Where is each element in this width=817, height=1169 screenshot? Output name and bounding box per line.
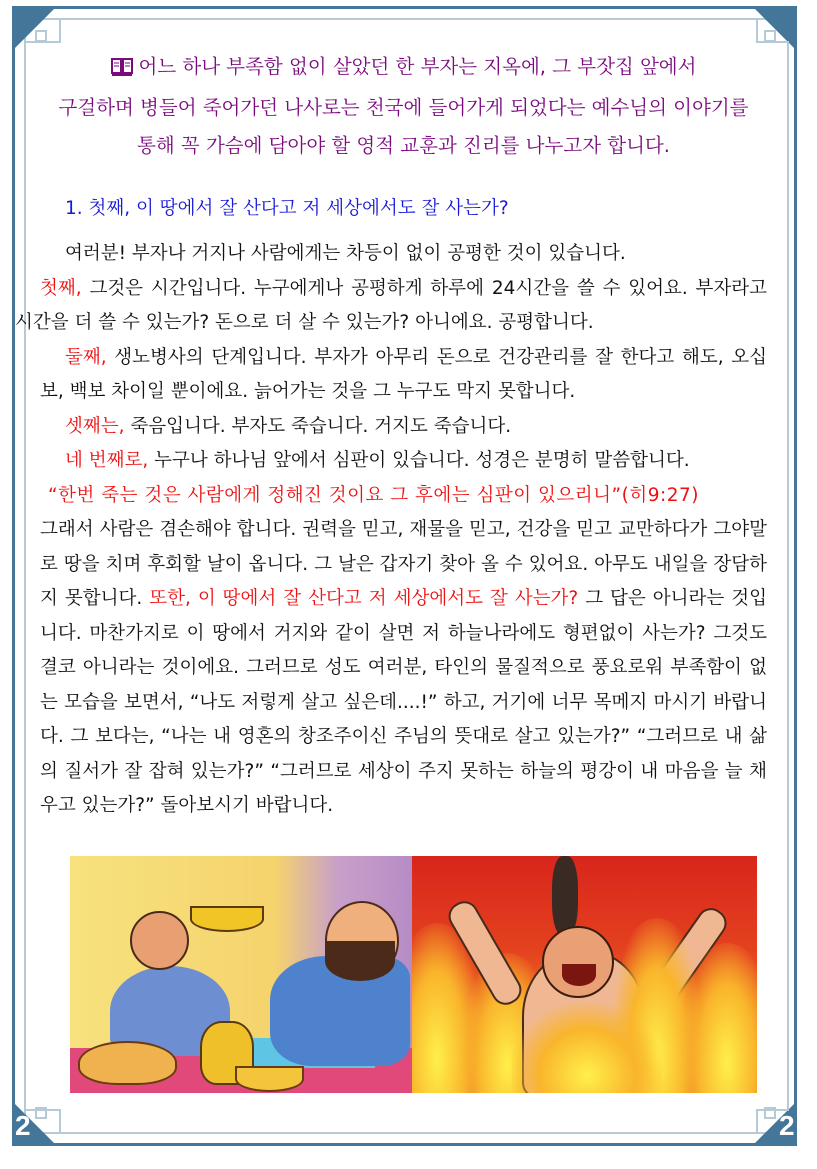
paragraph-conclusion: 그래서 사람은 겸손해야 합니다. 권력을 믿고, 재물을 믿고, 건강을 믿고 교만하다가 그야말로 땅을 치며 후회할 날이 옵니다. 그 날은 갑자기 찾아 올 수 있어요. 아무도 내일을 장담하지 못합니다. 또한, 이 땅에서 잘 산다고 저 세상에서도 잘 사는가? 그 답은 아니라는 것입니다. 마찬가지로 이 땅에서 거지와 같이 살면 저 하늘나라에도 형편없이 사는가? 그것도 결코 아니라는 것이에요. 그러므로 성도 여러분, 타인의 물질적으로 풍요로워 부족함이 없는 모습을 보면서, “나도 저렇게 살고 싶은데....!” 하고, 거기에 너무 목메지 마시기 바랍니다. 그 보다는, “나는 내 영혼의 창조주이신 주님의 뜻대로 살고 있는가?” “그러므로 내 삶의 질서가 잘 잡혀 있는가?” “그러므로 세상이 주지 못하는 하늘의 평강이 내 마음을 늘 채우고 있는가?” 돌아보시기 바랍니다.	[40, 519, 767, 816]
intro-line-1: 어느 하나 부족함 없이 살았던 한 부자는 지옥에, 그 부잣집 앞에서	[40, 48, 767, 89]
body-text	[15, 237, 767, 824]
paragraph-fourth: 네 번째로, 누구나 하나님 앞에서 심판이 있습니다. 성경은 분명히 말씀합니다.	[40, 444, 767, 479]
rich-man-in-flames-illustration	[412, 856, 757, 1093]
paragraph-intro: 여러분! 부자나 거지나 사람에게는 차등이 없이 공평한 것이 있습니다.	[65, 243, 626, 264]
corner-square-top-left	[35, 30, 47, 42]
illustration-strip	[70, 856, 757, 1093]
paragraph-first: 첫째, 그것은 시간입니다. 누구에게나 공평하게 하루에 24시간을 쓸 수 있어요. 부자라고 시간을 더 쓸 수 있는가? 돈으로 더 살 수 있는가? 아니에요. 공평합니다.	[15, 277, 767, 333]
corner-square-bottom-left	[35, 1107, 47, 1119]
intro-paragraph	[40, 48, 767, 165]
intro-line-3: 통해 꼭 가슴에 담아야 할 영적 교훈과 진리를 나누고자 합니다.	[137, 134, 670, 157]
page-number-right: 2	[779, 1110, 795, 1141]
page-content	[15, 48, 767, 824]
rich-man-feast-illustration	[70, 856, 412, 1093]
label-third: 셋째는,	[65, 415, 125, 437]
corner-square-bottom-right	[764, 1107, 776, 1119]
page-number-left: 2	[15, 1110, 31, 1141]
section-heading: 1. 첫째, 이 땅에서 잘 산다고 저 세상에서도 잘 사는가?	[65, 198, 509, 219]
paragraph-third: 셋째는, 죽음입니다. 부자도 죽습니다. 거지도 죽습니다.	[40, 410, 767, 445]
paragraph-second: 둘째, 생노병사의 단계입니다. 부자가 아무리 돈으로 건강관리를 잘 한다고 해도, 오십보, 백보 차이일 뿐이에요. 늙어가는 것을 그 누구도 막지 못합니다.	[40, 346, 767, 402]
corner-square-top-right	[764, 30, 776, 42]
book-icon	[111, 51, 133, 89]
emphasis-question: 또한, 이 땅에서 잘 산다고 저 세상에서도 잘 사는가?	[149, 588, 579, 609]
label-fourth: 네 번째로,	[65, 450, 149, 471]
label-first: 첫째,	[40, 277, 82, 299]
intro-line-2: 구걸하며 병들어 죽어가던 나사로는 천국에 들어가게 되었다는 예수님의 이야기를	[58, 96, 749, 119]
scripture-quote: “한번 죽는 것은 사람에게 정해진 것이요 그 후에는 심판이 있으리니”(히9:27)	[48, 484, 699, 506]
label-second: 둘째,	[65, 346, 107, 368]
